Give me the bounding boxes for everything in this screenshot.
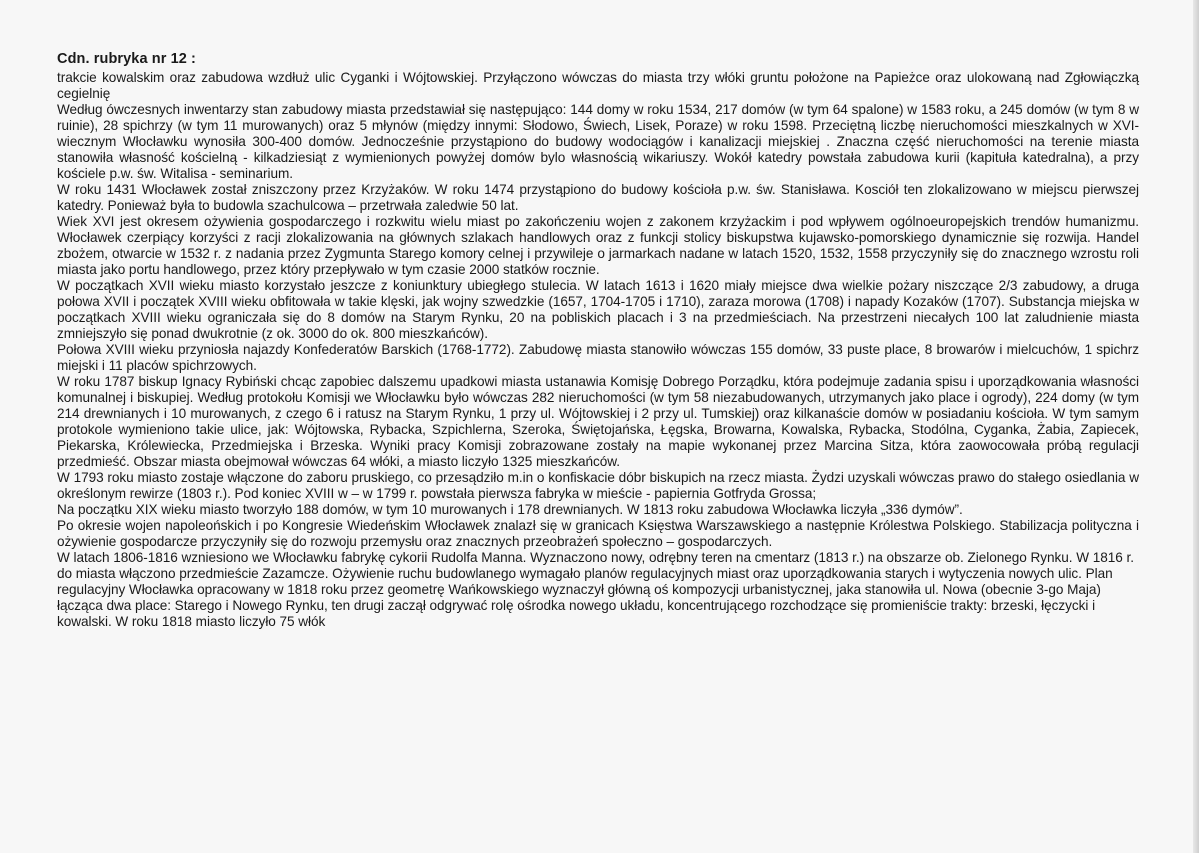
paragraph-7: W roku 1787 biskup Ignacy Rybiński chcąc zapobiec dalszemu upadkowi miasta ustanawia Komisję Dobrego Porządku, która podejmuje zadania spisu i uporządkowania własności komunalnej i biskupiej. Według protokołu Komisji we Włocławku było wówczas 282 nieruchomości (w tym 58 niezabudowanych, utrzymanych jako place i ogrody), 224 domy (w tym 214 drewnianych i 10 murowanych, z czego 6 i ratusz na Starym Rynku, 1 przy ul. Wójtowskiej i 2 przy ul. Tumskiej) oraz kilkanaście domów w posiadaniu kościoła. W tym samym protokole wymieniono takie ulice, jak: Wójtowska, Rybacka, Szpichlerna, Szeroka, Świętojańska, Łęgska, Browarna, Kowalska, Rybacka, Stodólna, Cyganka, Żabia, Zapiecek, Piekarska, Królewiecka, Przedmiejska i Brzeska. Wyniki pracy Komisji zobrazowane zostały na mapie wykonanej przez Marcina Sitza, która zaowocowała próbą regulacji przedmieść. Obszar miasta obejmował wówczas 64 włóki, a miasto liczyło 1325 mieszkańców. (57, 374, 1139, 469)
paragraph-4: Wiek XVI jest okresem ożywienia gospodarczego i rozkwitu wielu miast po zakończeniu wojen z zakonem krzyżackim i pod wpływem ogólnoeuropejskich trendów humanizmu. Włocławek czerpiący korzyści z racji zlokalizowania na głównych szlakach handlowych oraz z funkcji stolicy biskupstwa kujawsko-pomorskiego dynamicznie się rozwija. Handel zbożem, otwarcie w 1532 r. z nadania przez Zygmunta Starego komory celnej i przywileje o jarmarkach nadane w latach 1520, 1532, 1558 przyczyniły się do znacznego wzrostu roli miasta jako portu handlowego, przez który przepływało w tym czasie 2000 statków rocznie. (57, 214, 1139, 277)
paragraph-1: trakcie kowalskim oraz zabudowa wzdłuż ulic Cyganki i Wójtowskiej. Przyłączono wówczas do miasta trzy włóki gruntu położone na Papieżce oraz ulokowaną nad Zgłowiączką cegielnię (57, 70, 1139, 101)
paragraph-11: W latach 1806-1816 wzniesiono we Włocławku fabrykę cykorii Rudolfa Manna. Wyznaczono nowy, odrębny teren na cmentarz (1813 r.) na obszarze ob. Zielonego Rynku. W 1816 r. do miasta włączono przedmieście Zazamcze. Ożywienie ruchu budowlanego wymagało planów regulacyjnych miast oraz uporządkowania starych i wytyczenia nowych ulic. Plan regulacyjny Włocławka opracowany w 1818 roku przez geometrę Wańkowskiego wyznaczył główną oś kompozycji urbanistycznej, jaka stanowiła ul. Nowa (obecnie 3-go Maja) łącząca dwa place: Starego i Nowego Rynku, ten drugi zaczął odgrywać rolę ośrodka nowego układu, koncentrującego rozchodzące się promieniście trakty: brzeski, łęczycki i kowalski. W roku 1818 miasto liczyło 75 włók (57, 550, 1134, 629)
paragraph-5: W początkach XVII wieku miasto korzystało jeszcze z koniunktury ubiegłego stulecia. W latach 1613 i 1620 miały miejsce dwa wielkie pożary niszczące 2/3 zabudowy, a druga połowa XVII i początek XVIII wieku obfitowała w takie klęski, jak wojny szwedzkie (1657, 1704-1705 i 1710), zaraza morowa (1708) i napady Kozaków (1707). Substancja miejska w początkach XVIII wieku ograniczała się do 8 domów na Starym Rynku, 20 na pobliskich placach i 3 na przedmieściach. Na przestrzeni niecałych 100 lat zaludnienie miasta zmniejszyło się ponad dwukrotnie (z ok. 3000 do ok. 800 mieszkańców). (57, 278, 1139, 341)
document-body (57, 50, 1139, 630)
page-edge-shadow (1193, 0, 1199, 853)
paragraph-6: Połowa XVIII wieku przyniosła najazdy Konfederatów Barskich (1768-1772). Zabudowę miasta stanowiło wówczas 155 domów, 33 puste place, 8 browarów i mielcuchów, 1 spichrz miejski i 11 placów spichrzowych. (57, 342, 1139, 373)
paragraph-2: Według ówczesnych inwentarzy stan zabudowy miasta przedstawiał się następująco: 144 domy w roku 1534, 217 domów (w tym 64 spalone) w 1583 roku, a 245 domów (w tym 8 w ruinie), 28 spichrzy (w tym 11 murowanych) oraz 5 młynów (między innymi: Słodowo, Świech, Lisek, Poraze) w roku 1598. Przeciętną liczbę nieruchomości mieszkalnych w XVI-wiecznym Włocławku wynosiła 300-400 domów. Jednocześnie przystąpiono do budowy wodociągów i kanalizacji miejskiej . Znaczna część nieruchomości na terenie miasta stanowiła własność kościelną - kilkadziesiąt z wymienionych powyżej domów bylo własnością wikariuszy. Wokół katedry powstała zabudowa kurii (kapituła katedralna), a przy kościele p.w. św. Witalisa - seminarium. (57, 102, 1139, 181)
section-heading: Cdn. rubryka nr 12 : (57, 51, 196, 67)
paragraph-8: W 1793 roku miasto zostaje włączone do zaboru pruskiego, co przesądziło m.in o konfiskacie dóbr biskupich na rzecz miasta. Żydzi uzyskali wówczas prawo do stałego osiedlania w określonym rewirze (1803 r.). Pod koniec XVIII w – w 1799 r. powstała pierwsza fabryka w mieście - papiernia Gotfryda Grossa; (57, 470, 1139, 501)
paragraph-9: Na początku XIX wieku miasto tworzyło 188 domów, w tym 10 murowanych i 178 drewnianych. W 1813 roku zabudowa Włocławka liczyła „336 dymów”. (57, 502, 963, 517)
paragraph-10: Po okresie wojen napoleońskich i po Kongresie Wiedeńskim Włocławek znalazł się w granicach Księstwa Warszawskiego a następnie Królestwa Polskiego. Stabilizacja polityczna i ożywienie gospodarcze przyczyniły się do rozwoju przemysłu oraz znacznych przeobrażeń społeczno – gospodarczych. (57, 518, 1139, 549)
paragraph-3: W roku 1431 Włocławek został zniszczony przez Krzyżaków. W roku 1474 przystąpiono do budowy kościoła p.w. św. Stanisława. Kosciół ten zlokalizowano w miejscu pierwszej katedry. Ponieważ była to budowla szachulcowa – przetrwała zaledwie 50 lat. (57, 182, 1139, 213)
